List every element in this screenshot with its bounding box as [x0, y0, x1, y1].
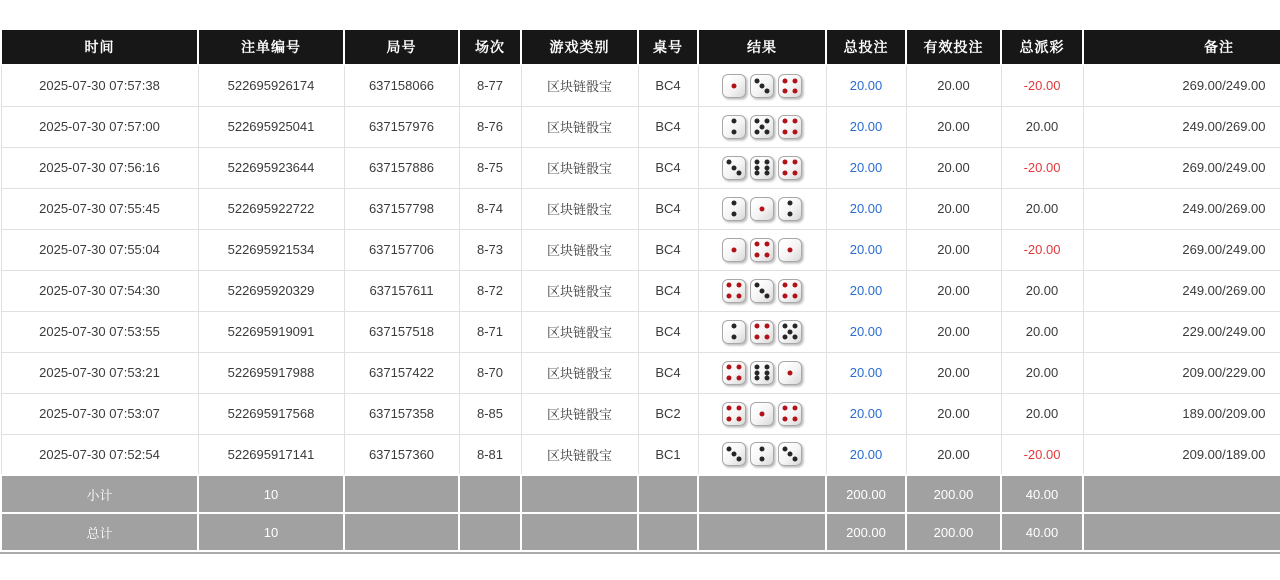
cell-time: 2025-07-30 07:53:07	[1, 393, 198, 434]
dice-4-icon	[778, 74, 802, 98]
cell-game-type: 区块链骰宝	[521, 311, 638, 352]
cell-bet-id: 522695920329	[198, 270, 344, 311]
table-header	[1, 29, 1280, 65]
cell-round-id: 637157358	[344, 393, 459, 434]
cell-payout: 20.00	[1001, 270, 1083, 311]
dice-2-icon	[722, 197, 746, 221]
col-bet-id: 注单编号	[198, 29, 344, 65]
cell-result	[698, 229, 826, 270]
bet-records-table	[0, 28, 1280, 552]
cell-remark: 209.00/189.00	[1083, 434, 1280, 475]
cell-session: 8-72	[459, 270, 521, 311]
footer-result	[698, 475, 826, 513]
cell-table-id: BC4	[638, 65, 698, 106]
footer-session	[459, 513, 521, 551]
cell-round-id: 637157611	[344, 270, 459, 311]
footer-table	[638, 513, 698, 551]
footer-remark	[1083, 475, 1280, 513]
table-row	[1, 311, 1280, 352]
dice-4-icon	[778, 402, 802, 426]
footer-count: 10	[198, 475, 344, 513]
table-row	[1, 352, 1280, 393]
dice-2-icon	[722, 115, 746, 139]
footer-payout: 40.00	[1001, 475, 1083, 513]
cell-session: 8-70	[459, 352, 521, 393]
cell-valid-bet: 20.00	[906, 65, 1001, 106]
cell-game-type: 区块链骰宝	[521, 434, 638, 475]
dice-1-icon	[750, 197, 774, 221]
cell-time: 2025-07-30 07:53:55	[1, 311, 198, 352]
table-row	[1, 106, 1280, 147]
cell-bet-id: 522695923644	[198, 147, 344, 188]
dice-4-icon	[750, 320, 774, 344]
cell-result	[698, 147, 826, 188]
dice-1-icon	[778, 238, 802, 262]
col-remark: 备注	[1083, 29, 1280, 65]
cell-remark: 249.00/269.00	[1083, 270, 1280, 311]
cell-table-id: BC4	[638, 188, 698, 229]
cell-payout: 20.00	[1001, 393, 1083, 434]
footer-table	[638, 475, 698, 513]
cell-game-type: 区块链骰宝	[521, 393, 638, 434]
cell-session: 8-73	[459, 229, 521, 270]
cell-bet-id: 522695925041	[198, 106, 344, 147]
cell-time: 2025-07-30 07:53:21	[1, 352, 198, 393]
cell-total-bet: 20.00	[826, 352, 906, 393]
cell-bet-id: 522695917568	[198, 393, 344, 434]
cell-session: 8-85	[459, 393, 521, 434]
cell-game-type: 区块链骰宝	[521, 270, 638, 311]
cell-table-id: BC4	[638, 352, 698, 393]
cell-valid-bet: 20.00	[906, 147, 1001, 188]
cell-valid-bet: 20.00	[906, 229, 1001, 270]
col-table-id: 桌号	[638, 29, 698, 65]
cell-round-id: 637157976	[344, 106, 459, 147]
cell-valid-bet: 20.00	[906, 188, 1001, 229]
footer-label: 小计	[1, 475, 198, 513]
cell-time: 2025-07-30 07:55:45	[1, 188, 198, 229]
cell-valid-bet: 20.00	[906, 352, 1001, 393]
cell-bet-id: 522695922722	[198, 188, 344, 229]
cell-payout: 20.00	[1001, 311, 1083, 352]
footer-valid-bet: 200.00	[906, 475, 1001, 513]
table-row	[1, 393, 1280, 434]
cell-time: 2025-07-30 07:57:38	[1, 65, 198, 106]
col-payout: 总派彩	[1001, 29, 1083, 65]
cell-table-id: BC4	[638, 229, 698, 270]
cell-result	[698, 188, 826, 229]
dice-1-icon	[722, 74, 746, 98]
dice-1-icon	[778, 361, 802, 385]
dice-4-icon	[778, 156, 802, 180]
cell-table-id: BC1	[638, 434, 698, 475]
dice-5-icon	[778, 320, 802, 344]
cell-remark: 269.00/249.00	[1083, 229, 1280, 270]
cell-total-bet: 20.00	[826, 434, 906, 475]
footer-game-type	[521, 513, 638, 551]
cell-game-type: 区块链骰宝	[521, 229, 638, 270]
cell-result	[698, 434, 826, 475]
cell-time: 2025-07-30 07:56:16	[1, 147, 198, 188]
dice-3-icon	[722, 156, 746, 180]
cell-total-bet: 20.00	[826, 229, 906, 270]
cell-table-id: BC4	[638, 147, 698, 188]
footer-result	[698, 513, 826, 551]
cell-session: 8-76	[459, 106, 521, 147]
cell-valid-bet: 20.00	[906, 311, 1001, 352]
dice-2-icon	[778, 197, 802, 221]
cell-total-bet: 20.00	[826, 188, 906, 229]
table-row	[1, 65, 1280, 106]
dice-5-icon	[750, 115, 774, 139]
cell-game-type: 区块链骰宝	[521, 352, 638, 393]
cell-session: 8-81	[459, 434, 521, 475]
cell-time: 2025-07-30 07:57:00	[1, 106, 198, 147]
cell-total-bet: 20.00	[826, 65, 906, 106]
dice-6-icon	[750, 361, 774, 385]
cell-payout: -20.00	[1001, 434, 1083, 475]
table-row	[1, 434, 1280, 475]
dice-4-icon	[722, 402, 746, 426]
cell-total-bet: 20.00	[826, 106, 906, 147]
cell-session: 8-71	[459, 311, 521, 352]
cell-valid-bet: 20.00	[906, 106, 1001, 147]
table-row	[1, 147, 1280, 188]
cell-total-bet: 20.00	[826, 270, 906, 311]
col-round-id: 局号	[344, 29, 459, 65]
cell-time: 2025-07-30 07:55:04	[1, 229, 198, 270]
cell-result	[698, 65, 826, 106]
cell-time: 2025-07-30 07:54:30	[1, 270, 198, 311]
cell-session: 8-74	[459, 188, 521, 229]
cell-table-id: BC4	[638, 311, 698, 352]
cell-time: 2025-07-30 07:52:54	[1, 434, 198, 475]
col-total-bet: 总投注	[826, 29, 906, 65]
dice-6-icon	[750, 156, 774, 180]
cell-result	[698, 106, 826, 147]
cell-bet-id: 522695921534	[198, 229, 344, 270]
footer-count: 10	[198, 513, 344, 551]
dice-3-icon	[750, 74, 774, 98]
table-body	[1, 65, 1280, 475]
col-game-type: 游戏类别	[521, 29, 638, 65]
table-footer	[1, 475, 1280, 551]
cell-result	[698, 393, 826, 434]
footer-remark	[1083, 513, 1280, 551]
footer-payout: 40.00	[1001, 513, 1083, 551]
cell-remark: 229.00/249.00	[1083, 311, 1280, 352]
cell-valid-bet: 20.00	[906, 393, 1001, 434]
col-valid-bet: 有效投注	[906, 29, 1001, 65]
footer-label: 总计	[1, 513, 198, 551]
footer-game-type	[521, 475, 638, 513]
cell-payout: -20.00	[1001, 229, 1083, 270]
cell-bet-id: 522695917141	[198, 434, 344, 475]
cell-payout: -20.00	[1001, 147, 1083, 188]
cell-payout: 20.00	[1001, 106, 1083, 147]
cell-payout: 20.00	[1001, 188, 1083, 229]
cell-bet-id: 522695919091	[198, 311, 344, 352]
dice-4-icon	[778, 279, 802, 303]
dice-4-icon	[722, 361, 746, 385]
footer-valid-bet: 200.00	[906, 513, 1001, 551]
footer-total-bet: 200.00	[826, 513, 906, 551]
cell-remark: 269.00/249.00	[1083, 65, 1280, 106]
cell-round-id: 637157518	[344, 311, 459, 352]
dice-3-icon	[722, 442, 746, 466]
cell-result	[698, 311, 826, 352]
cell-bet-id: 522695926174	[198, 65, 344, 106]
footer-total-bet: 200.00	[826, 475, 906, 513]
dice-2-icon	[722, 320, 746, 344]
cell-game-type: 区块链骰宝	[521, 188, 638, 229]
cell-table-id: BC2	[638, 393, 698, 434]
cell-session: 8-77	[459, 65, 521, 106]
cell-table-id: BC4	[638, 270, 698, 311]
header-row	[1, 29, 1280, 65]
cell-total-bet: 20.00	[826, 147, 906, 188]
cell-round-id: 637158066	[344, 65, 459, 106]
col-session: 场次	[459, 29, 521, 65]
cell-table-id: BC4	[638, 106, 698, 147]
cell-remark: 189.00/209.00	[1083, 393, 1280, 434]
cell-remark: 249.00/269.00	[1083, 106, 1280, 147]
total-row	[1, 513, 1280, 551]
dice-4-icon	[778, 115, 802, 139]
col-result: 结果	[698, 29, 826, 65]
cell-payout: 20.00	[1001, 352, 1083, 393]
dice-4-icon	[722, 279, 746, 303]
cell-round-id: 637157798	[344, 188, 459, 229]
cell-round-id: 637157422	[344, 352, 459, 393]
dice-1-icon	[750, 402, 774, 426]
dice-3-icon	[750, 279, 774, 303]
footer-round	[344, 475, 459, 513]
cell-remark: 269.00/249.00	[1083, 147, 1280, 188]
cell-round-id: 637157360	[344, 434, 459, 475]
cell-result	[698, 270, 826, 311]
table-bottom-edge	[0, 552, 1280, 554]
cell-valid-bet: 20.00	[906, 270, 1001, 311]
table-row	[1, 188, 1280, 229]
table-row	[1, 229, 1280, 270]
cell-round-id: 637157886	[344, 147, 459, 188]
cell-valid-bet: 20.00	[906, 434, 1001, 475]
cell-payout: -20.00	[1001, 65, 1083, 106]
cell-total-bet: 20.00	[826, 311, 906, 352]
subtotal-row	[1, 475, 1280, 513]
cell-remark: 209.00/229.00	[1083, 352, 1280, 393]
cell-remark: 249.00/269.00	[1083, 188, 1280, 229]
dice-4-icon	[750, 238, 774, 262]
cell-total-bet: 20.00	[826, 393, 906, 434]
cell-game-type: 区块链骰宝	[521, 65, 638, 106]
dice-1-icon	[722, 238, 746, 262]
cell-session: 8-75	[459, 147, 521, 188]
footer-session	[459, 475, 521, 513]
dice-3-icon	[778, 442, 802, 466]
footer-round	[344, 513, 459, 551]
dice-2-icon	[750, 442, 774, 466]
cell-game-type: 区块链骰宝	[521, 147, 638, 188]
cell-round-id: 637157706	[344, 229, 459, 270]
cell-game-type: 区块链骰宝	[521, 106, 638, 147]
cell-bet-id: 522695917988	[198, 352, 344, 393]
col-time: 时间	[1, 29, 198, 65]
cell-result	[698, 352, 826, 393]
table-row	[1, 270, 1280, 311]
